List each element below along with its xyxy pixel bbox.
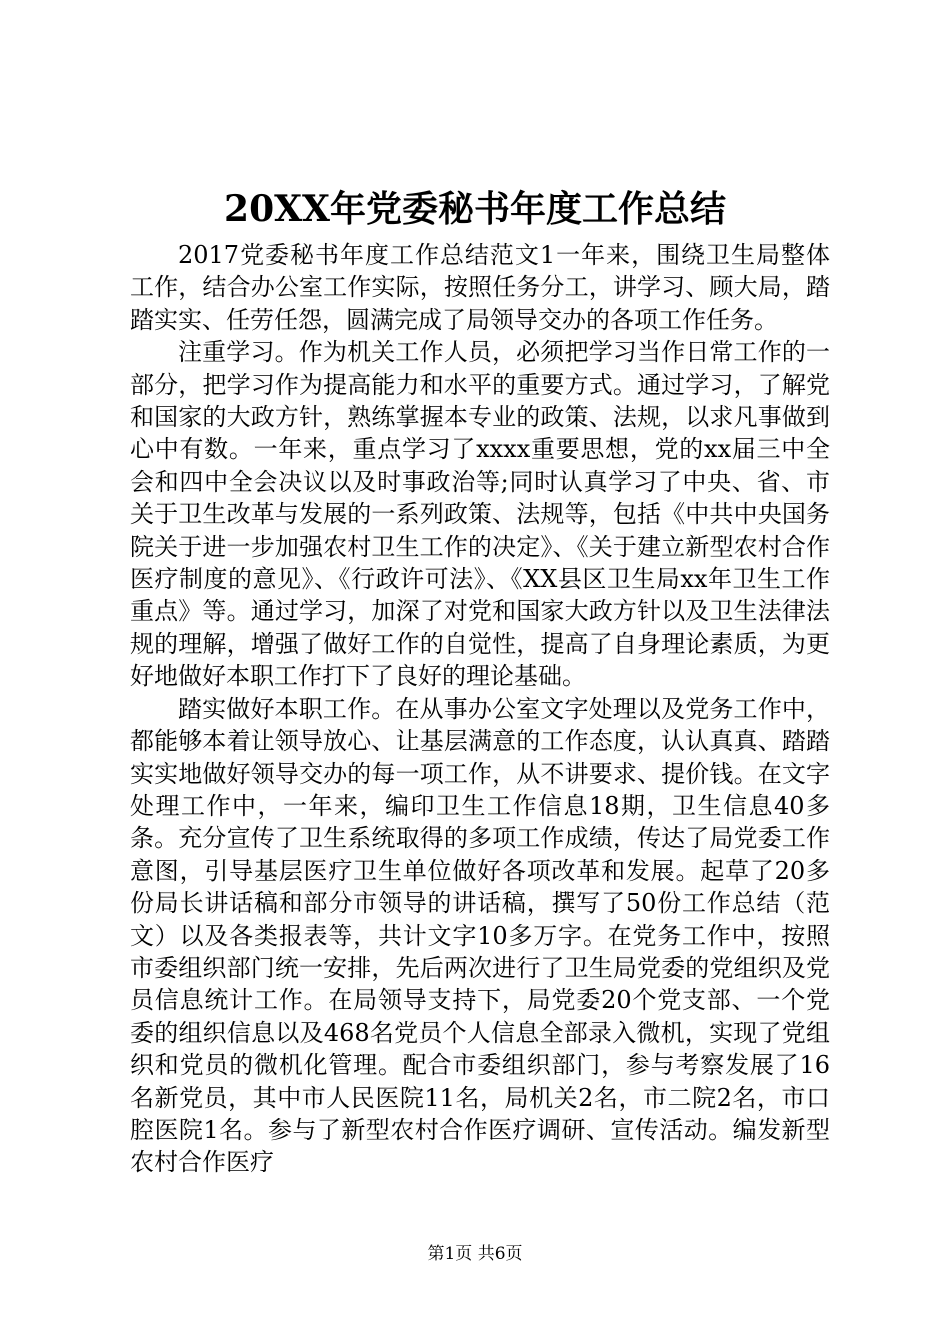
page-number-footer: 第1页 共6页 bbox=[427, 1244, 523, 1264]
paragraph-study: 注重学习。作为机关工作人员，必须把学习当作日常工作的一部分，把学习作为提高能力和水平的重要方式。通过学习，了解党和国家的大政方针，熟练掌握本专业的政策、法规，以求凡事做到心中有数。一年来，重点学习了xxxx重要思想，党的xx届三中全会和四中全会决议以及时事政治等;同时认真学习了中央、省、市关于卫生改革与发展的一系列政策、法规等，包括《中共中央国务院关于进一步加强农村卫生工作的决定》、《关于建立新型农村合作医疗制度的意见》、《行政许可法》、《XX县区卫生局xx年卫生工作重点》等。通过学习，加深了对党和国家大政方针以及卫生法律法规的理解，增强了做好工作的自觉性，提高了自身理论素质，为更好地做好本职工作打下了良好的理论基础。 bbox=[130, 338, 830, 691]
paragraph-work: 踏实做好本职工作。在从事办公室文字处理以及党务工作中，都能够本着让领导放心、让基层满意的工作态度，认认真真、踏踏实实地做好领导交办的每一项工作，从不讲要求、提价钱。在文字处理工作中，一年来，编印卫生工作信息18期，卫生信息40多条。充分宣传了卫生系统取得的多项工作成绩，传达了局党委工作意图，引导基层医疗卫生单位做好各项改革和发展。起草了20多份局长讲话稿和部分市领导的讲话稿，撰写了50份工作总结（范文）以及各类报表等，共计文字10多万字。在党务工作中，按照市委组织部门统一安排，先后两次进行了卫生局党委的党组织及党员信息统计工作。在局领导支持下，局党委20个党支部、一个党委的组织信息以及468名党员个人信息全部录入微机，实现了党组织和党员的微机化管理。配合市委组织部门，参与考察发展了16名新党员，其中市人民医院11名，局机关2名，市二院2名，市口腔医院1名。参与了新型农村合作医疗调研、宣传活动。编发新型农村合作医疗 bbox=[130, 694, 830, 1177]
paragraph-intro: 2017党委秘书年度工作总结范文1一年来，围绕卫生局整体工作，结合办公室工作实际，按照任务分工，讲学习、顾大局，踏踏实实、任劳任怨，圆满完成了局领导交办的各项工作任务。 bbox=[130, 241, 830, 334]
document-title: 20XX年党委秘书年度工作总结 bbox=[224, 188, 726, 230]
document-body bbox=[130, 239, 830, 1179]
